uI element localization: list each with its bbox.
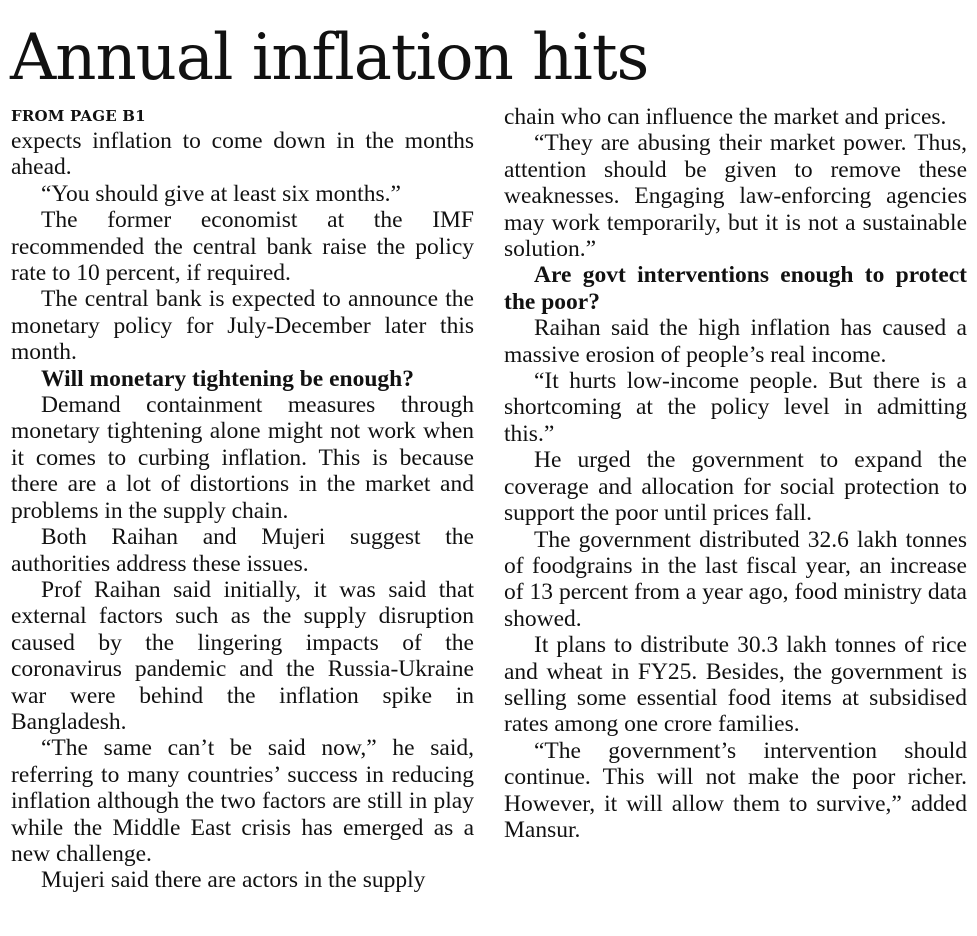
paragraph: “The government’s intervention should continue. This will not make the poor richer. However, it will allow them to survive,” added Mansur.: [504, 737, 967, 843]
paragraph: Demand containment measures through monetary tightening alone might not work when it comes to curbing inflation. This is because there are a lot of distortions in the market and problems in the supply chain.: [11, 392, 474, 524]
subheading: Will monetary tightening be enough?: [41, 365, 414, 392]
paragraph: “They are abusing their market power. Thus, attention should be given to remove these weaknesses. Engaging law-enforcing agencies may work temporarily, but it is not a sustainable solution.”: [504, 130, 967, 263]
paragraph: “It hurts low-income people. But there is a shortcoming at the policy level in admitting this.”: [504, 368, 967, 447]
article-column-right: [504, 104, 967, 843]
paragraph: The central bank is expected to announce the monetary policy for July-December later this month.: [11, 286, 474, 366]
paragraph: The government distributed 32.6 lakh tonnes of foodgrains in the last fiscal year, an increase of 13 percent from a year ago, food ministry data showed.: [504, 526, 967, 632]
paragraph: It plans to distribute 30.3 lakh tonnes of rice and wheat in FY25. Besides, the government is selling some essential food items at subsidised rates among one crore families.: [504, 632, 967, 738]
paragraph: He urged the government to expand the coverage and allocation for social protection to support the poor until prices fall.: [504, 447, 967, 527]
paragraph: The former economist at the IMF recommended the central bank raise the policy rate to 10 percent, if required.: [11, 207, 474, 287]
paragraph: Prof Raihan said initially, it was said that external factors such as the supply disruption caused by the lingering impacts of the coronavirus pandemic and the Russia-Ukraine war were behind the inflation spike in Bangladesh.: [11, 576, 474, 735]
left-paragraphs: [11, 128, 474, 894]
paragraph: Mujeri said there are actors in the supply: [41, 867, 426, 894]
paragraph: expects inflation to come down in the months ahead.: [11, 128, 474, 181]
right-paragraphs: [504, 104, 967, 843]
paragraph: “You should give at least six months.”: [41, 180, 401, 207]
subheading: Are govt interventions enough to protect the poor?: [504, 262, 967, 315]
headline: Annual inflation hits: [10, 21, 649, 95]
article-column-left: [11, 104, 474, 894]
paragraph: chain who can influence the market and prices.: [504, 104, 947, 130]
paragraph: Both Raihan and Mujeri suggest the authorities address these issues.: [11, 524, 474, 577]
jump-line: FROM PAGE B1: [11, 107, 146, 125]
paragraph: Raihan said the high inflation has caused a massive erosion of people’s real income.: [504, 315, 967, 368]
paragraph: “The same can’t be said now,” he said, referring to many countries’ success in reducing inflation although the two factors are still in play while the Middle East crisis has emerged as a new challenge.: [11, 735, 474, 867]
